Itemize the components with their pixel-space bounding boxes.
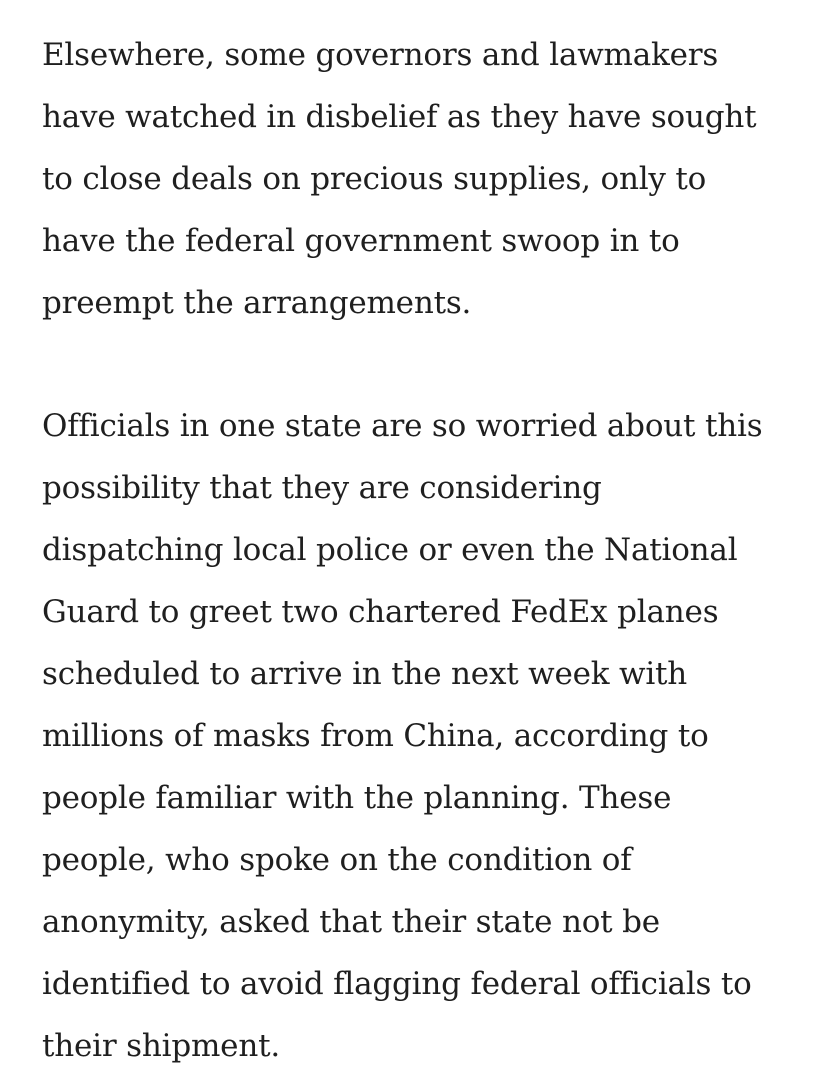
paragraph-line: Elsewhere, some governors and lawmakers — [42, 37, 719, 73]
paragraph-line: anonymity, asked that their state not be — [42, 904, 660, 940]
paragraph-line: Officials in one state are so worried about this — [42, 408, 763, 444]
paragraph-line: identified to avoid flagging federal officials to — [42, 966, 752, 1002]
paragraph-line: have the federal government swoop in to — [42, 223, 680, 259]
paragraph-1 — [42, 24, 808, 334]
paragraph-line: dispatching local police or even the National — [42, 532, 738, 568]
paragraph-line: possibility that they are considering — [42, 470, 602, 506]
paragraph-line: scheduled to arrive in the next week with — [42, 656, 688, 692]
paragraph-line: to close deals on precious supplies, only to — [42, 161, 707, 197]
paragraph-line: millions of masks from China, according to — [42, 718, 709, 754]
paragraph-line: preempt the arrangements. — [42, 285, 472, 321]
paragraph-2 — [42, 395, 808, 1077]
paragraph-line: people, who spoke on the condition of — [42, 842, 632, 878]
paragraph-line: their shipment. — [42, 1028, 281, 1064]
paragraph-line: Guard to greet two chartered FedEx planes — [42, 594, 719, 630]
paragraph-line: have watched in disbelief as they have sought — [42, 99, 757, 135]
paragraph-line: people familiar with the planning. These — [42, 780, 672, 816]
